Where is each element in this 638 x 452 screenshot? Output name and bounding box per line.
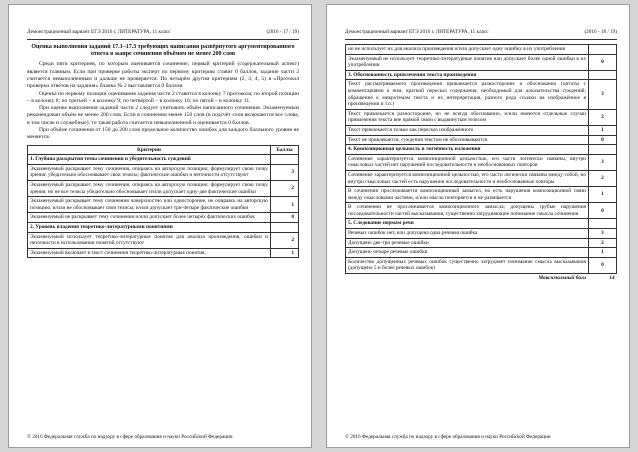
points-column-header: Баллы [271,145,299,155]
criterion-points: 3 [589,80,617,109]
criterion-description: но не использует их для анализа произведения и/или допускает одну ошибку в их употреблении [346,45,589,55]
criterion-description: В сочинении прослеживается композиционный замысел, но есть нарушения композиционной связи между смысловыми частями, и/или мысль повторяется и не развивается [346,187,589,203]
criteria-table [27,145,299,259]
criterion-section-title: 3. Обоснованность привлечения текста произведения [346,70,589,80]
criterion-description: Экзаменуемый не раскрывает тему сочинения и/или допускает более четырёх фактических ошибок [28,213,271,223]
criterion-description: Текст привлекается только как пересказ изображённого [346,125,589,135]
header-page-number: (2016 - 18 / 19) [584,29,617,35]
criterion-description: Сочинение характеризуется композиционной цельностью, его части логически связаны между собой, но внутри смысловых частей есть нарушения последовательности и необоснованные повторы [346,170,589,186]
paragraph: При оценке выполнения заданий части 2 следует учитывать объём написанного сочинения. Экзаменуемым рекомендован объём не менее 200 слов. Если в сочинении менее 150 слов (в подсчёт слов включаются все слова, в том числе и служебные), то такая работа считается невыполненной и оценивается 0 баллов. [27,105,299,126]
criterion-row [28,213,299,223]
criterion-description: Количество допущенных речевых ошибок существенно затрудняет понимание смысла высказывания (допущено 5 и более речевых ошибок) [346,257,589,273]
criterion-row [346,109,617,125]
criterion-row [346,135,617,145]
table-header-row [28,145,299,155]
page-header [345,29,617,36]
criterion-row [346,170,617,186]
criterion-points: 2 [589,170,617,186]
criterion-points: 2 [589,109,617,125]
total-value: 14 [609,275,615,282]
criterion-points: 3 [271,164,299,180]
paragraph: Среди пяти критериев, по которым оценивается сочинение, первый критерий (содержательный аспект) является главным. Если при проверке работы эксперт по первому критерию ставит 0 баллов, задание части 2 считается невыполненным и дальше не проверяется. По четырём другим критериям (2, 3, 4, 5) в «Протокол проверки ответов на задания» бланка № 2 выставляется 0 баллов. [27,61,299,90]
criterion-description: Экзаменуемый раскрывает тему сочинения поверхностно или односторонне, не опираясь на авторскую позицию, и/или не обосновывает свои тезисы, и/или допускает три-четыре фактические ошибки [28,197,271,213]
criterion-description: Экзаменуемый раскрывает тему сочинения, опираясь на авторскую позицию; формулирует свою точку зрения; убедительно обосновывает свои тезисы; фактические ошибки и неточности отсутствуют [28,164,271,180]
criterion-points [589,45,617,55]
criterion-section-row [28,223,299,233]
criterion-points: 1 [271,248,299,258]
total-label: Максимальный балл [538,275,587,282]
criterion-points [589,219,617,229]
criterion-points [589,70,617,80]
page-header [27,29,299,36]
header-page-number: (2016 - 17 / 19) [266,29,299,35]
criterion-section-title: 2. Уровень владения теоретико-литературными понятиями [28,223,271,233]
criterion-description: В сочинении не прослеживается композиционного замысла; допущены грубые нарушения последовательности частей высказывания, существенно затрудняющие понимание смысла сочинения [346,203,589,219]
criterion-row [28,197,299,213]
criterion-row [346,229,617,239]
paragraph: Оценка по первому позиции оценивания задания части 2 ставится в колонку 7 протокола; по второй позиции – в колонку 8; по третьей – в колонку 9; по четвёртой – в колонку 10; по пятой – в колонку 11. [27,90,299,104]
criterion-description: Текст привлекается разносторонне, но не всегда обоснованно, и/или имеются отдельные случаи привлечения текста вне прямой связи с выдвинутым тезисом [346,109,589,125]
criterion-section-row [346,219,617,229]
criterion-points: 1 [589,125,617,135]
criterion-points: 0 [589,257,617,273]
header-left-text: Демонстрационный вариант ЕГЭ 2016 г. ЛИТЕРАТУРА, 11 класс [27,29,171,35]
paragraph: При объёме сочинения от 150 до 200 слов предельное количество ошибок для каждого балльного уровня не меняется. [27,127,299,141]
criterion-points [271,155,299,165]
criterion-row [28,248,299,258]
criterion-points: 1 [589,248,617,258]
right-page [326,4,630,448]
criterion-description: Экзаменуемый использует теоретико-литературные понятия для анализа произведения, ошибки и неточности в использовании понятий отсутствуют [28,232,271,248]
criterion-points [271,223,299,233]
criterion-points: 2 [589,238,617,248]
section-title: Оценка выполнения заданий 17.1–17.3 требующих написания развёрнутого аргументированного ответа в жанре сочинения объёмом не менее 200 слов [31,44,295,58]
criterion-points: 2 [271,232,299,248]
criterion-section-row [28,155,299,165]
criterion-description: Экзаменуемый не использует теоретико-литературные понятия или допускает более одной ошибки в их употреблении [346,54,589,70]
criterion-description: Речевых ошибок нет, или допущена одна речевая ошибка [346,229,589,239]
criteria-table-body [28,155,299,258]
page-footer: © 2016 Федеральная служба по надзору в сфере образования и науки Российской Федерации [27,434,233,440]
criterion-row [346,80,617,109]
criterion-description: Экзаменуемый включает в текст сочинения теоретико-литературные понятия, [28,248,271,258]
criterion-description: Текст не привлекается, суждения текстом не обосновываются [346,135,589,145]
criterion-row [346,154,617,170]
criterion-section-title: 1. Глубина раскрытия темы сочинения и убедительность суждений [28,155,271,165]
criterion-row [346,45,617,55]
criterion-section-row [346,70,617,80]
criterion-description: Сочинение характеризуется композиционной цельностью, его части логически связаны, внутри смысловых частей нет нарушений последовательности и необоснованных повторов [346,154,589,170]
criterion-row [346,257,617,273]
criterion-points: 0 [271,213,299,223]
criterion-description: Допущено две-три речевые ошибки [346,238,589,248]
header-left-text: Демонстрационный вариант ЕГЭ 2016 г. ЛИТЕРАТУРА, 11 класс [345,29,489,35]
criterion-description: Экзаменуемый раскрывает тему сочинения, опираясь на авторскую позицию; формулирует свою точку зрения, но не все тезисы убедительно обосновывает и/или допускает одну-две фактические ошибки [28,181,271,197]
criterion-points [589,145,617,155]
criterion-row [28,232,299,248]
criteria-table [345,44,617,283]
criterion-row [346,203,617,219]
criterion-points: 0 [589,54,617,70]
total-row [346,274,617,283]
header-rule [27,39,299,40]
criterion-row [346,187,617,203]
criterion-points: 1 [589,187,617,203]
left-page [8,4,312,448]
criterion-row [346,125,617,135]
criterion-row [346,54,617,70]
page-footer: © 2016 Федеральная служба по надзору в сфере образования и науки Российской Федерации [345,434,551,440]
criterion-row [346,238,617,248]
criterion-points: 0 [589,203,617,219]
criterion-description: Допущено четыре речевые ошибки [346,248,589,258]
criterion-points: 3 [589,229,617,239]
criterion-row [28,181,299,197]
header-rule [345,39,617,40]
criterion-row [346,248,617,258]
criterion-row [28,164,299,180]
criterion-section-title: 4. Композиционная цельность и логичность изложения [346,145,589,155]
criteria-column-header: Критерии [28,145,271,155]
criterion-description: Текст рассматриваемого произведения привлекается разносторонне и обоснованно (цитаты с комментариями к ним, краткий пересказ содержания, необходимый для доказательства суждений; обращение к микротемам текста и их интерпретация, разного рода ссылки на изображённое в произведении и т.п.) [346,80,589,109]
criterion-points: 3 [589,154,617,170]
criterion-section-title: 5. Следование нормам речи [346,219,589,229]
criterion-points: 0 [589,135,617,145]
criteria-table-body [346,45,617,274]
criterion-section-row [346,145,617,155]
criterion-points: 1 [271,197,299,213]
criterion-points: 2 [271,181,299,197]
